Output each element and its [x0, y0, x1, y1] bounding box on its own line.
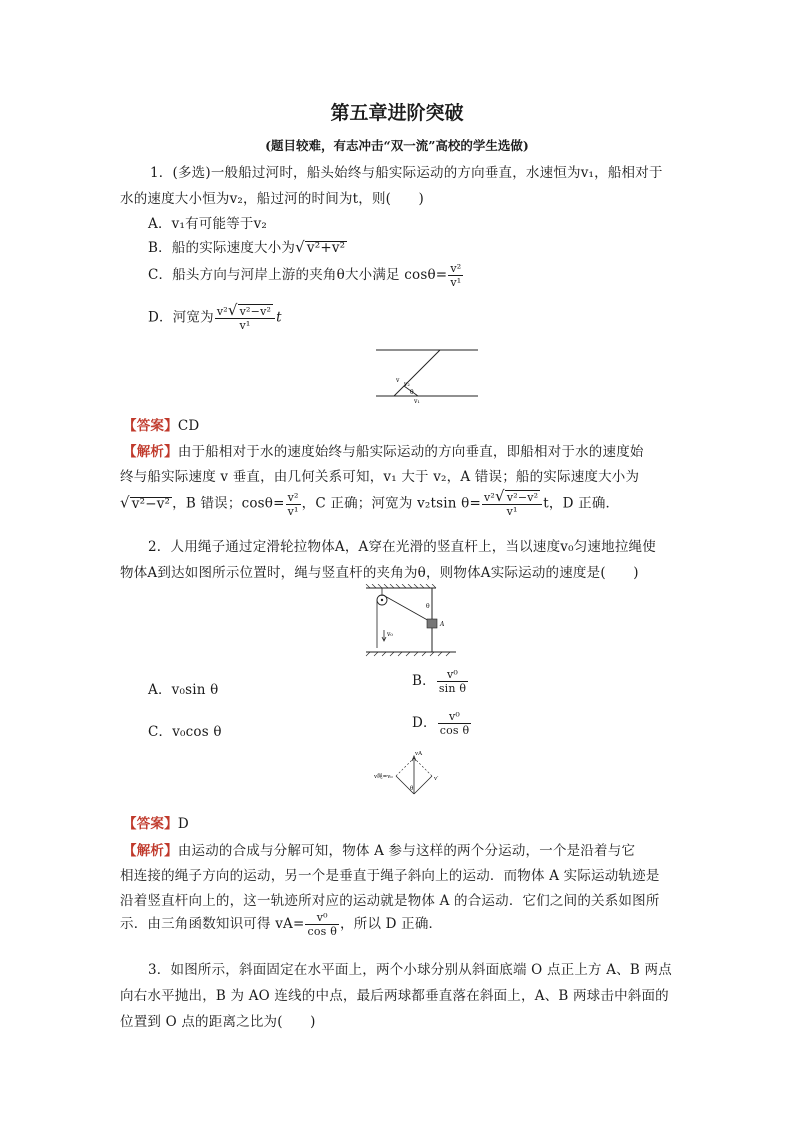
q2-analysis-line2: 相连接的绳子方向的运动，另一个是垂直于绳子斜向上的运动．而物体 A 实际运动轨迹是	[120, 868, 660, 884]
q1-option-d-text: D．河宽为	[148, 309, 214, 326]
q1-stem-line2: 水的速度大小恒为v₂，船过河的时间为t，则( )	[120, 191, 424, 207]
q1-option-c-den: v¹	[450, 276, 462, 289]
q1-analysis-f2-num-a: v²	[484, 491, 496, 504]
q1-stem-line1: 1．(多选)一般船过河时，船头始终与船实际运动的方向垂直，水速恒为v₁，船相对于	[150, 165, 663, 181]
q1-option-c-fraction	[448, 262, 463, 289]
q1-option-c-num: v²	[450, 262, 462, 275]
q2-analysis-line1	[123, 839, 635, 859]
q2-analysis-tag: 【解析】	[123, 843, 178, 859]
q1-analysis-text1: 由于船相对于水的速度始终与船实际运动的方向垂直，即船相对于水的速度始	[177, 444, 644, 460]
q2-label-v0: v₀	[387, 631, 393, 638]
q1-label-v: v	[396, 377, 400, 384]
q1-option-d-fraction: $\frac{\text{v²√ v²−v²}}{\text{v¹}}$	[215, 304, 275, 332]
q2-pulley-diagram	[364, 584, 458, 660]
q2-option-a: A．v₀sin θ	[148, 682, 219, 698]
q2-analysis-text-b: ，所以 D 正确．	[340, 916, 443, 932]
q1-option-d-num-a: v²	[216, 305, 228, 318]
q2-option-d-den: cos θ	[439, 724, 470, 737]
q1-answer	[123, 414, 199, 434]
q2-analysis-text1: 由运动的合成与分解可知，物体 A 参与这样的两个分运动，一个是沿着与它	[177, 843, 636, 859]
q2-answer-value: D	[177, 816, 189, 832]
q1-option-a: A．v₁有可能等于v₂	[148, 216, 268, 232]
q2-analysis-line4	[120, 911, 442, 938]
q2-analysis-line3: 沿着竖直杆向上的，这一轨迹所对应的运动就是物体 A 的合运动．它们之间的关系如图所	[120, 893, 660, 909]
q2-label-a: A	[440, 621, 445, 628]
q2-option-c: C．v₀cos θ	[148, 724, 222, 740]
q1-analysis-text-a: ，B 错误；cosθ=	[172, 495, 285, 512]
page-subtitle: (题目较难，有志冲击“双一流”高校的学生选做)	[265, 138, 529, 153]
q3-stem-line2: 向右水平抛出，B 为 AO 连线的中点，最后两球都垂直落在斜面上，A、B 两球击中斜面的	[120, 988, 669, 1004]
q3-stem-line3: 位置到 O 点的距离之比为( )	[120, 1014, 316, 1030]
q2-analysis-den: cos θ	[307, 925, 338, 938]
q2-analysis-num: v⁰	[305, 911, 339, 925]
q2-label-vrope: v绳=v₀	[374, 774, 393, 780]
q1-analysis-fraction2: $\frac{\text{v²√ v²−v²}}{\text{v¹}}$	[482, 490, 542, 518]
q1-label-v1: v₁	[414, 398, 420, 404]
q1-label-theta: θ	[410, 389, 414, 396]
q2-label-theta2: θ	[410, 786, 414, 792]
q2-analysis-fraction	[305, 911, 339, 938]
q1-analysis-line2: 终与船实际速度 v 垂直，由几何关系可知，v₁ 大于 v₂，A 错误；船的实际速度大小为	[120, 469, 640, 485]
q2-label-theta: θ	[426, 603, 430, 610]
q2-option-d-num: v⁰	[438, 710, 472, 724]
q1-answer-value: CD	[177, 418, 200, 434]
q2-option-b-den: sin θ	[438, 682, 467, 695]
q1-option-d-den: v¹	[239, 319, 251, 332]
q1-analysis-text-b: ，C 正确；河宽为 v₂tsin θ=	[301, 495, 482, 512]
q2-analysis-text-a: 示．由三角函数知识可得 vA=	[120, 916, 305, 932]
q1-option-c-text: C．船头方向与河岸上游的夹角θ大小满足 cosθ=	[148, 267, 448, 283]
page-title: 第五章进阶突破	[330, 102, 464, 124]
q2-option-d	[412, 710, 472, 737]
q1-option-d-post: t	[276, 309, 282, 326]
q1-option-c	[148, 262, 464, 289]
q1-analysis-line3: √ v²−v² ，B 错误；cosθ= $\frac{\text{v²}}{\text{v¹}}$ ，C 正确；河宽为 v₂tsin θ= $\frac{\text{v²√ v²−v²}}{\text{v¹}}$ t，D 正确．	[120, 487, 620, 518]
q3-stem-line1: 3．如图所示，斜面固定在水平面上，两个小球分别从斜面底端 O 点正上方 A、B 两点	[148, 962, 672, 978]
q2-label-vprime: v′	[434, 776, 439, 782]
q1-option-d	[148, 301, 282, 332]
q2-rope	[383, 595, 431, 622]
q1-option-b-text: B．船的实际速度大小为	[148, 240, 296, 256]
q1-analysis-tag: 【解析】	[123, 444, 178, 460]
q1-analysis-f2-den: v¹	[506, 505, 518, 518]
q1-river-diagram	[374, 348, 484, 404]
q2-option-b-label: B．	[412, 673, 436, 689]
q2-answer	[123, 812, 189, 832]
q2-stem-line2: 物体A到达如图所示位置时，绳与竖直杆的夹角为θ，则物体A实际运动的速度是( )	[120, 565, 639, 581]
q1-analysis-f1-den: v¹	[287, 504, 299, 518]
q2-block-a	[427, 619, 437, 628]
q2-label-va: vA	[415, 751, 423, 757]
q2-stem-line1: 2．人用绳子通过定滑轮拉物体A，A穿在光滑的竖直杆上，当以速度v₀匀速地拉绳使	[148, 539, 656, 555]
q1-label-v2: v₂	[404, 381, 410, 388]
q2-vector-vprime	[414, 776, 432, 794]
q1-analysis-text-c: t，D 正确．	[543, 495, 620, 512]
q1-analysis-radicand: v²−v²	[131, 495, 171, 512]
q1-analysis-line1	[123, 440, 644, 460]
q1-answer-tag: 【答案】	[123, 418, 178, 434]
q2-velocity-diagram	[374, 748, 454, 802]
q2-option-b	[412, 668, 469, 695]
q1-option-d-num-b: v²−v²	[239, 305, 272, 318]
q2-answer-tag: 【答案】	[123, 816, 178, 832]
q1-option-b: B．船的实际速度大小为√ v²+v²	[148, 238, 346, 256]
q1-analysis-f1-num: v²	[287, 490, 299, 504]
q1-analysis-f2-num-b: v²−v²	[506, 491, 539, 504]
q2-option-d-fraction	[438, 710, 472, 737]
q1-path-line	[394, 350, 440, 396]
q2-option-b-num: v⁰	[437, 668, 468, 682]
q1-option-b-radicand: v²+v²	[306, 240, 346, 256]
q1-analysis-fraction1	[286, 491, 301, 518]
q2-option-b-fraction	[437, 668, 468, 695]
q2-option-d-label: D．	[412, 715, 437, 731]
